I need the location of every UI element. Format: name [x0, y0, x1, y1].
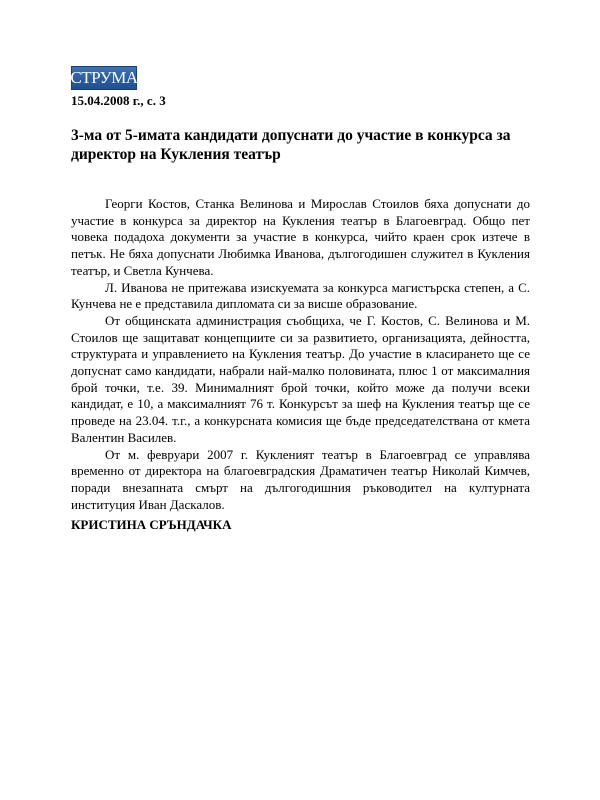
article-title: 3-ма от 5-имата кандидати допуснати до участие в конкурса за директор на Кукления театър [71, 127, 511, 163]
logo-text: СТРУМА [70, 68, 138, 87]
source-line: 15.04.2008 г., с. 3 [71, 93, 166, 108]
newspaper-logo [71, 66, 137, 90]
article-body [71, 196, 530, 513]
article-paragraph: Георги Костов, Станка Велинова и Мирослав Стоилов бяха допуснати до участие в конкурса за директор на Куклeния театър в Благоевград. Общо пет човека подадоха документи за участие в конкурса, чийто краен срок изтече в петък. Не бяха допуснати Любимка Иванова, дългогодишен служител в Куклeния театър, и Светла Кунчева. [71, 196, 530, 278]
article-paragraph: От м. февруари 2007 г. Куклeният театър в Благоевград се управлява временно от директора на благоевградския Драматичен театър Николай Кимчев, поради внезапната смърт на дългогодишния ръководител на културната институция Иван Даскалов. [71, 446, 530, 512]
article-author: КРИСТИНА СРЪНДАЧКА [71, 517, 232, 532]
article-paragraph: Л. Иванова не притежава изискуемата за конкурса магистърска степен, а С. Кунчева не е представила дипломата си за висше образование. [71, 279, 530, 312]
article-paragraph: От общинската администрация съобщиха, че Г. Костов, С. Велинова и М. Стоилов ще защитават концепциите си за развитието, организацията, дейността, структурата и управлението на Куклeния театър. До участие в класирането ще се допуснат само кандидати, набрали най-малко половината, плюс 1 от максималния брой точки, т.е. 39. Минималният брой точки, който може да получи всеки кандидат, е 10, а максималният 76 т. Конкурсът за шеф на Куклeния театър ще се проведе на 23.04. т.г., а конкурсната комисия ще бъде председателствана от кмета Валентин Василев. [71, 312, 530, 445]
